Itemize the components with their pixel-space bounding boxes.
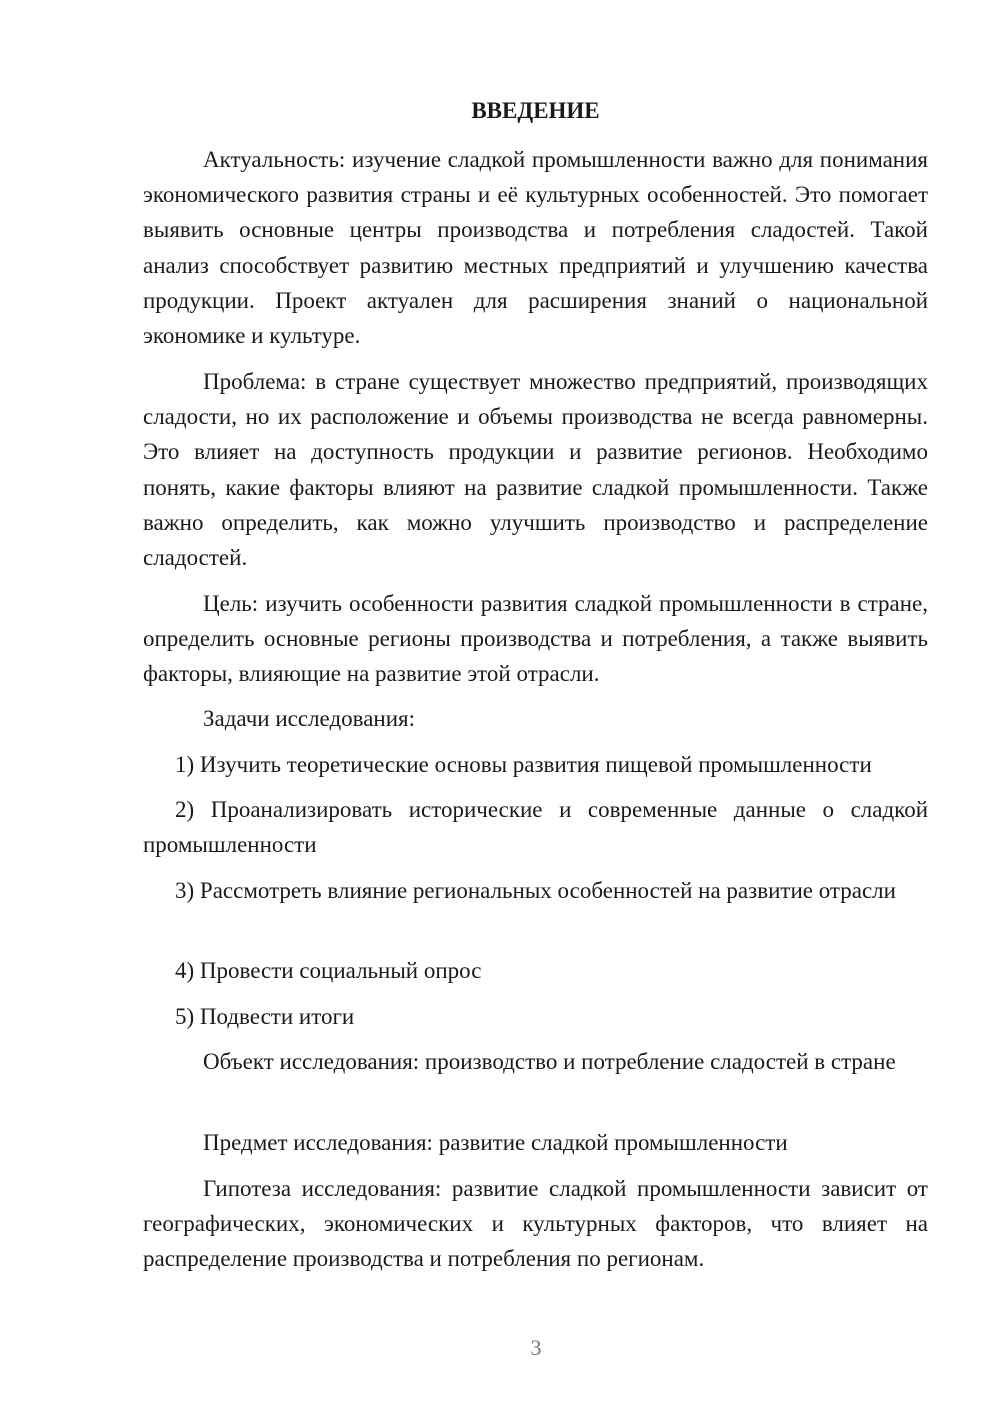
relevance-paragraph: Актуальность: изучение сладкой промышленности важно для понимания экономического развития страны и её культурных особенностей. Это помогает выявить основные центры производства и потребления сладостей. Такой анализ способствует развитию местных предприятий и улучшению качества продукции. Проект актуален для расширения знаний о национальной экономике и культуре. [143, 147, 928, 349]
task-item: 1) Изучить теоретические основы развития пищевой промышленности [175, 752, 872, 777]
task-item: 3) Рассмотреть влияние региональных особенностей на развитие отрасли [175, 878, 896, 903]
hypothesis-paragraph: Гипотеза исследования: развитие сладкой промышленности зависит от географических, экономических и культурных факторов, что влияет на распределение производства и потребления по регионам. [143, 1176, 928, 1272]
task-item: 2) Проанализировать исторические и современные данные о сладкой промышленности [143, 797, 928, 858]
problem-paragraph: Проблема: в стране существует множество предприятий, производящих сладости, но их расположение и объемы производства не всегда равномерны. Это влияет на доступность продукции и развитие регионов. Необходимо понять, какие факторы влияют на развитие сладкой промышленности. Также важно определить, как можно улучшить производство и распределение сладостей. [143, 369, 928, 571]
tasks-heading: Задачи исследования: [203, 706, 416, 731]
task-item: 4) Провести социальный опрос [175, 958, 482, 983]
object-paragraph: Объект исследования: производство и потребление сладостей в стране [203, 1049, 896, 1074]
page-title: ВВЕДЕНИЕ [471, 98, 600, 123]
task-item: 5) Подвести итоги [175, 1004, 355, 1029]
goal-paragraph: Цель: изучить особенности развития сладкой промышленности в стране, определить основные регионы производства и потребления, а также выявить факторы, влияющие на развитие этой отрасли. [143, 591, 928, 687]
subject-paragraph: Предмет исследования: развитие сладкой промышленности [203, 1130, 788, 1155]
page-number: 3 [530, 1335, 542, 1360]
